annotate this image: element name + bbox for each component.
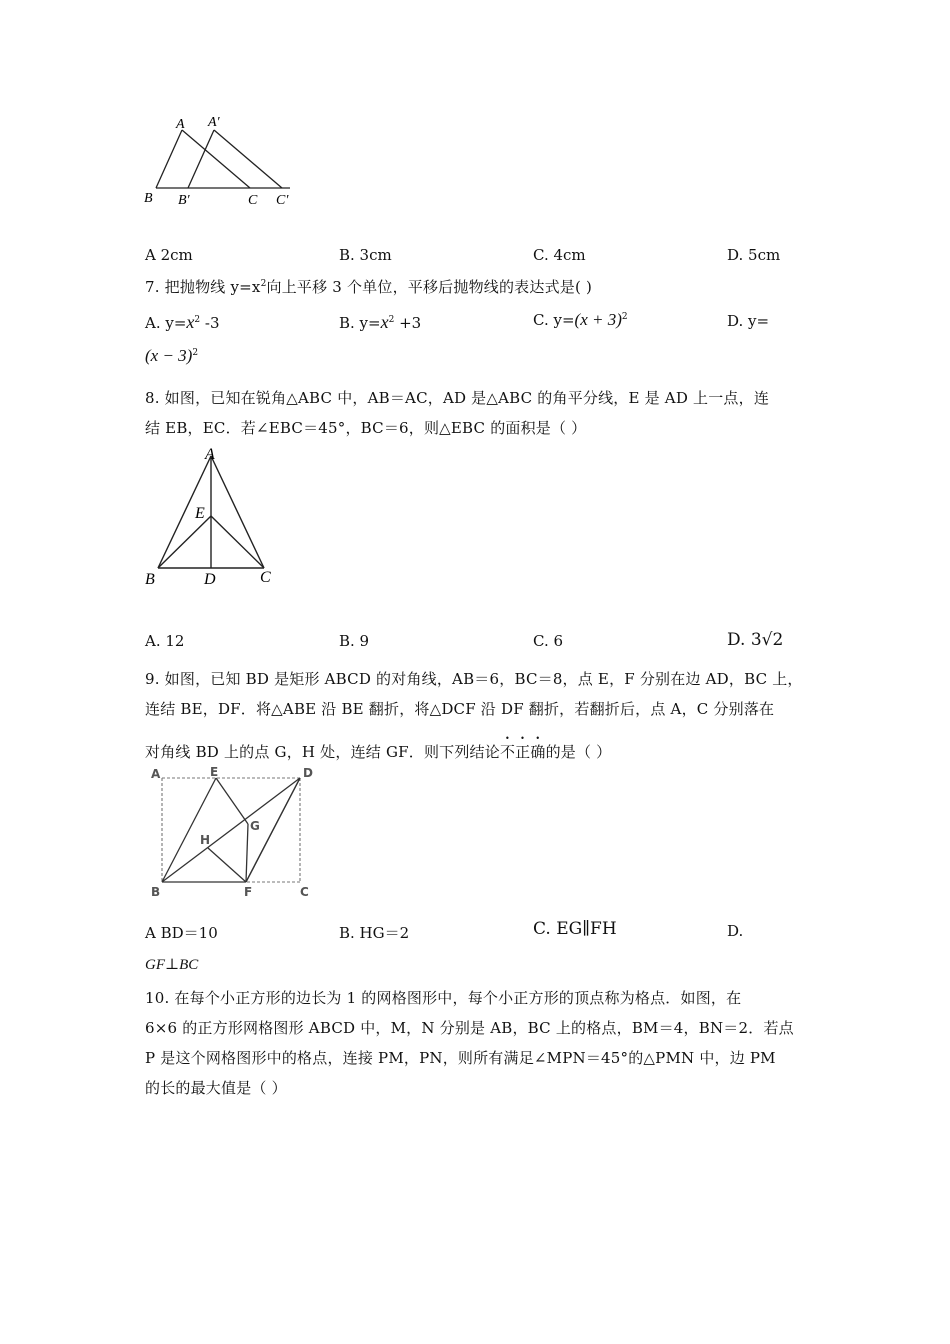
label-C: C — [260, 569, 271, 586]
q7-stem-b: 向上平移 3 个单位，平移后抛物线的表达式是( ) — [266, 278, 593, 296]
q8-option-b: B. 9 — [339, 632, 370, 650]
label-C: C — [300, 885, 309, 899]
label-B: B — [151, 885, 161, 899]
q9-option-d-cont: GF⊥BC — [145, 957, 199, 973]
q10-line-2: 6×6 的正方形网格图形 ABCD 中，M，N 分别是 AB，BC 上的格点，BM＝4，BN＝2．若点 — [145, 1019, 794, 1037]
q7-opt-b-sup: 2 — [388, 315, 395, 325]
label-E: E — [195, 505, 205, 522]
q9-line-3 — [145, 734, 611, 762]
q10-line-1: 10. 在每个小正方形的边长为 1 的网格图形中，每个小正方形的顶点称为格点．如图，在 — [145, 989, 742, 1007]
q7-stem-a: 7. 把抛物线 y=x — [145, 278, 261, 296]
q7-opt-d-expr: (x − 3) — [145, 346, 193, 365]
label-B: B — [145, 571, 155, 588]
q9-option-c: C. EG∥FH — [533, 919, 617, 939]
q10-line-3: P 是这个网格图形中的格点，连接 PM，PN，则所有满足∠MPN＝45°的△PMN 中，边 PM — [145, 1049, 776, 1067]
q8-option-a: A. 12 — [145, 632, 185, 650]
q7-option-a — [145, 312, 220, 333]
q7-opt-a-post: -3 — [200, 314, 220, 332]
q6-option-d: D. 5cm — [727, 246, 781, 264]
label-G: G — [250, 819, 260, 833]
q8-option-d: D. 3√2 — [727, 630, 784, 650]
q7-option-d-cont — [145, 346, 198, 366]
q7-stem-sup: 2 — [260, 279, 267, 289]
q9-option-a: A BD＝10 — [145, 924, 218, 942]
q9-option-d: D. — [727, 922, 744, 940]
label-F: F — [244, 885, 253, 899]
figure-q9-rectangle-fold — [148, 762, 318, 902]
label-A-prime: A′ — [208, 115, 220, 130]
q8-line-1: 8. 如图，已知在锐角△ABC 中，AB＝AC，AD 是△ABC 的角平分线，E 是 AD 上一点，连 — [145, 389, 770, 407]
q7-opt-b-prefix: B. y= — [339, 314, 381, 332]
label-D: D — [303, 766, 313, 780]
q9-line-3-a: 对角线 BD 上的点 G，H 处，连结 GF．则下列结论 — [145, 743, 500, 761]
q6-option-a: A 2cm — [145, 246, 193, 264]
q8-option-c: C. 6 — [533, 632, 564, 650]
label-H: H — [200, 833, 211, 847]
q7-opt-b-post: +3 — [394, 314, 422, 332]
q7-opt-c-sup: 2 — [621, 312, 628, 322]
q7-option-d: D. y= — [727, 312, 770, 330]
q7-opt-a-x: x — [186, 312, 195, 332]
q7-option-b — [339, 312, 421, 333]
label-E: E — [210, 765, 219, 779]
figure-q6-translated-triangles — [140, 110, 310, 210]
q9-line-2: 连结 BE，DF．将△ABE 沿 BE 翻折，将△DCF 沿 DF 翻折，若翻折后，点 A，C 分别落在 — [145, 700, 775, 718]
q8-line-2: 结 EB，EC．若∠EBC＝45°，BC＝6，则△EBC 的面积是（ ） — [145, 419, 587, 437]
q9-emphasis-not-correct: 不正确 — [499, 743, 546, 761]
label-C-prime: C′ — [276, 193, 289, 208]
q7-opt-a-prefix: A. y= — [145, 314, 187, 332]
q10-line-4: 的长的最大值是（ ） — [145, 1079, 287, 1097]
q9-option-b: B. HG＝2 — [339, 924, 410, 942]
q6-option-b: B. 3cm — [339, 246, 392, 264]
q7-opt-c-expr: (x + 3) — [574, 310, 622, 329]
q6-option-c: C. 4cm — [533, 246, 586, 264]
q7-opt-d-sup: 2 — [192, 348, 199, 358]
q7-opt-c-prefix: C. y= — [533, 311, 575, 329]
q7-opt-a-sup: 2 — [194, 315, 201, 325]
label-C: C — [248, 193, 258, 208]
q7-option-c — [533, 310, 628, 330]
label-B: B — [144, 191, 153, 206]
q7-opt-b-x: x — [380, 312, 389, 332]
label-A: A — [176, 117, 185, 132]
label-A: A — [205, 446, 215, 463]
q9-line-3-b: 的是（ ） — [545, 743, 612, 761]
label-D: D — [204, 571, 216, 588]
figure-q8-triangle — [140, 442, 290, 592]
q7-stem — [145, 276, 592, 297]
label-A: A — [151, 767, 161, 781]
label-B-prime: B′ — [178, 193, 190, 208]
q9-line-1: 9. 如图，已知 BD 是矩形 ABCD 的对角线，AB＝6，BC＝8，点 E，F 分别在边 AD，BC 上， — [145, 670, 803, 688]
